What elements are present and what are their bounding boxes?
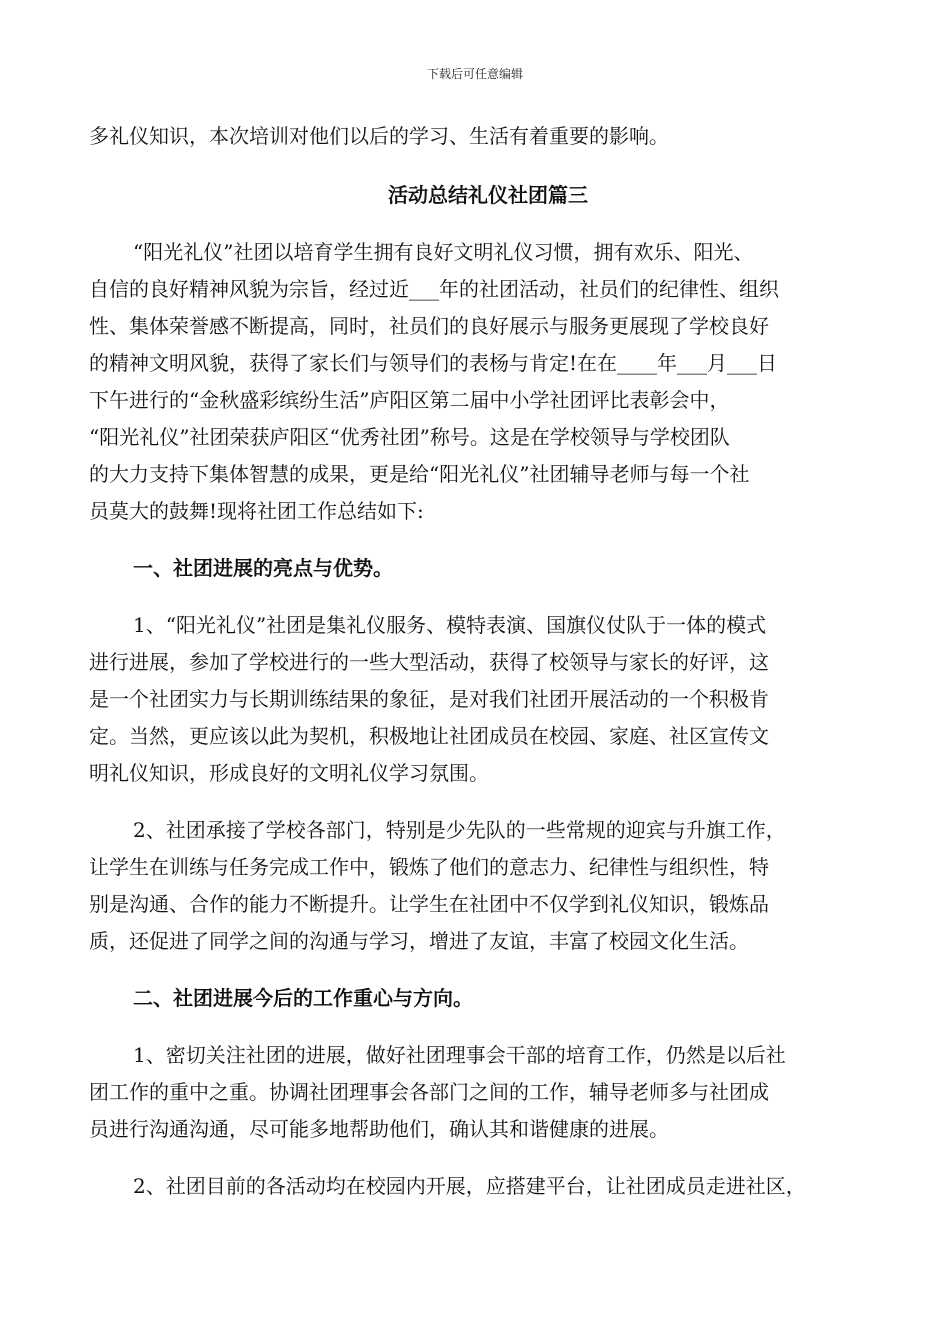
text-line: 别是沟通、合作的能力不断提升。让学生在社团中不仅学到礼仪知识，锻炼品 [89, 892, 769, 916]
text-line: 明礼仪知识，形成良好的文明礼仪学习氛围。 [89, 761, 489, 785]
text-line: 团工作的重中之重。协调社团理事会各部门之间的工作，辅导老师多与社团成 [89, 1080, 769, 1104]
page-header: 下载后可任意编辑 [426, 67, 523, 81]
text-line: 员莫大的鼓舞!现将社团工作总结如下: [89, 499, 424, 523]
paragraph-continuation [89, 118, 879, 155]
text-line: 质，还促进了同学之间的沟通与学习，增进了友谊，丰富了校园文化生活。 [89, 929, 749, 953]
paragraph-point-2-2 [89, 1168, 879, 1205]
paragraph-point-1-1 [89, 607, 879, 792]
section-heading-2: 二、社团进展今后的工作重心与方向。 [133, 986, 473, 1010]
text-line: 性、集体荣誉感不断提高，同时，社员们的良好展示与服务更展现了学校良好 [89, 314, 769, 338]
text-line: 是一个社团实力与长期训练结果的象征，是对我们社团开展活动的一个积极肯 [89, 687, 769, 711]
document-body [89, 118, 879, 1205]
text-line: 2、社团承接了学校各部门，特别是少先队的一些常规的迎宾与升旗工作， [133, 818, 786, 842]
text-line: 下午进行的“金秋盛彩缤纷生活”庐阳区第二届中小学社团评比表彰会中， [89, 388, 730, 412]
paragraph-point-1-2 [89, 812, 879, 960]
text-line: 的精神文明风貌，获得了家长们与领导们的表杨与肯定!在在____年___月___日 [89, 351, 778, 375]
text-line: “阳光礼仪”社团以培育学生拥有良好文明礼仪习惯，拥有欢乐、阳光、 [133, 240, 754, 264]
section-heading-1: 一、社团进展的亮点与优势。 [133, 556, 393, 580]
text-line: 自信的良好精神风貌为宗旨，经过近___年的社团活动，社员们的纪律性、组织 [89, 277, 779, 301]
text-line: 定。当然，更应该以此为契机，积极地让社团成员在校园、家庭、社区宣传文 [89, 724, 769, 748]
text-line: 多礼仪知识，本次培训对他们以后的学习、生活有着重要的影响。 [89, 124, 669, 148]
text-line: 1、密切关注社团的进展，做好社团理事会干部的培育工作，仍然是以后社 [133, 1043, 786, 1067]
text-line: 进行进展，参加了学校进行的一些大型活动，获得了校领导与家长的好评，这 [89, 650, 769, 674]
text-line: 2、社团目前的各活动均在校园内开展，应搭建平台，让社团成员走进社区， [133, 1174, 806, 1198]
paragraph-point-2-1 [89, 1037, 879, 1148]
text-line: 员进行沟通沟通，尽可能多地帮助他们，确认其和谐健康的进展。 [89, 1117, 669, 1141]
paragraph-intro [89, 234, 879, 530]
text-line: 的大力支持下集体智慧的成果，更是给“阳光礼仪”社团辅导老师与每一个社 [89, 462, 750, 486]
text-line: 让学生在训练与任务完成工作中，锻炼了他们的意志力、纪律性与组织性，特 [89, 855, 769, 879]
text-line: “阳光礼仪”社团荣获庐阳区“优秀社团”称号。这是在学校领导与学校团队 [89, 425, 730, 449]
section-title: 活动总结礼仪社团篇三 [388, 183, 588, 207]
text-line: 1、“阳光礼仪”社团是集礼仪服务、模特表演、国旗仪仗队于一体的模式 [133, 613, 767, 637]
